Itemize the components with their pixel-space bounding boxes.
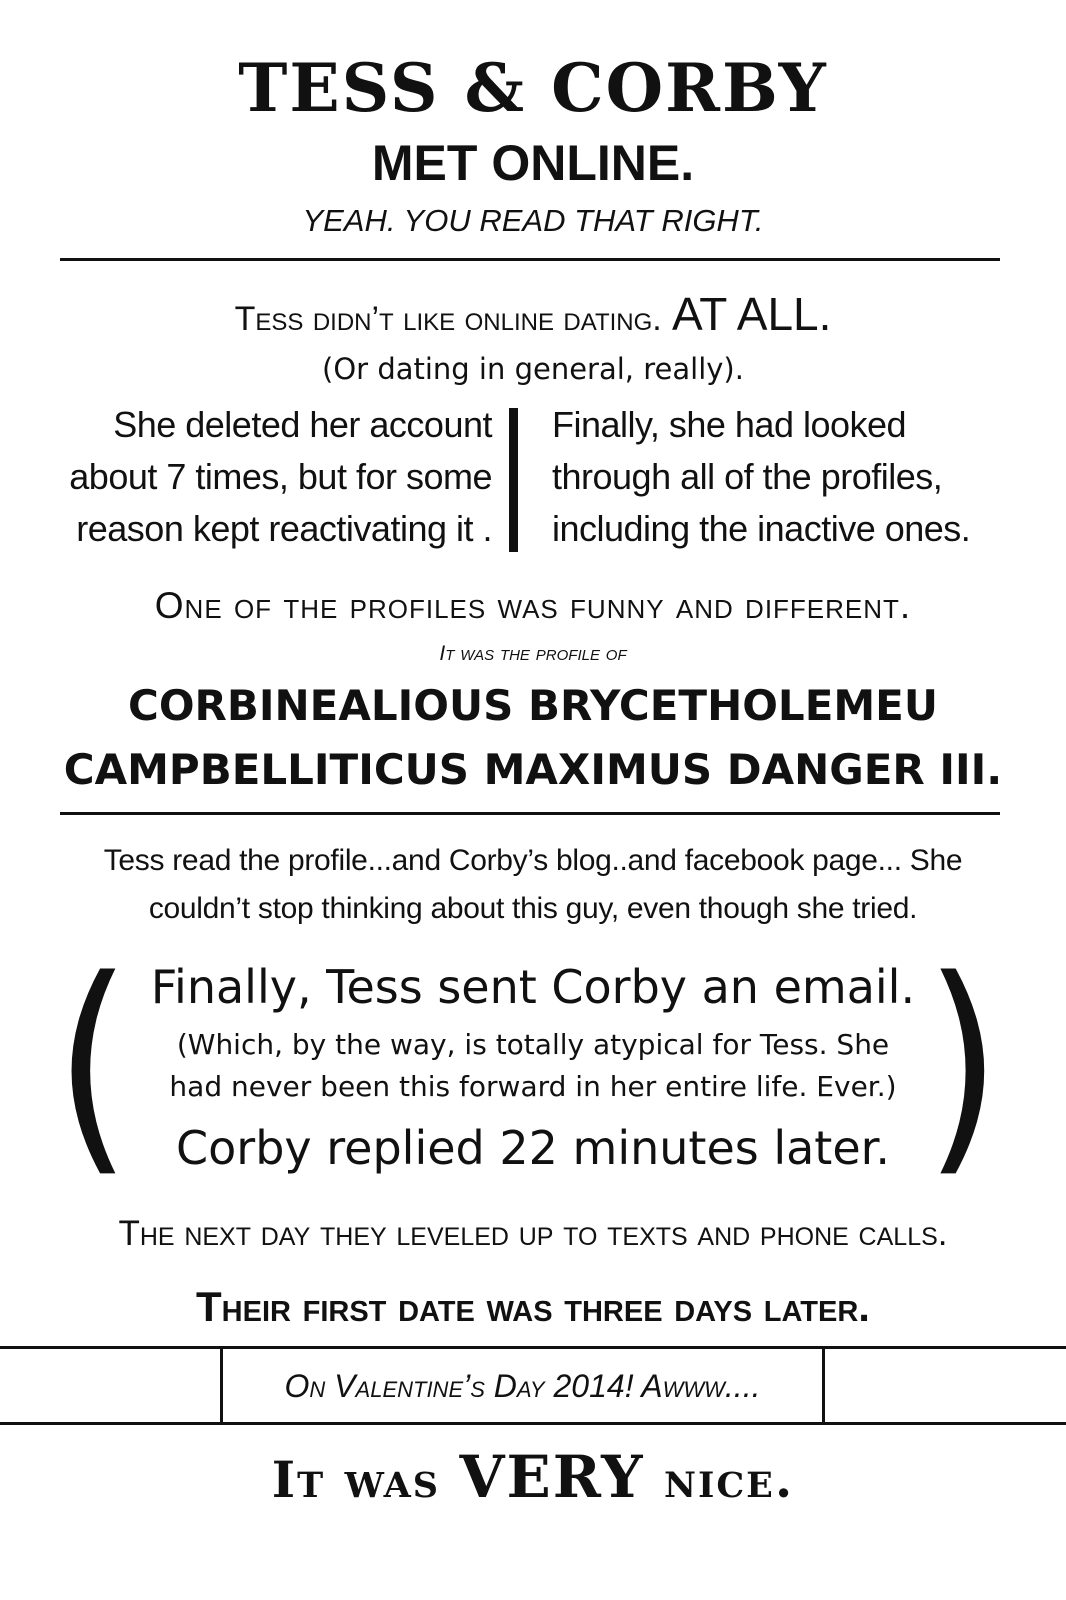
profile-name-line-1: CORBINEALIOUS BRYCETHOLEMEU (128, 681, 938, 730)
open-parenthesis: ( (54, 931, 132, 1198)
right-column (552, 399, 1052, 555)
page-tagline: YEAH. YOU READ THAT RIGHT. (302, 203, 764, 238)
blog-text-line-1: Tess read the profile...and Corby’s blog..and facebook page... She (103, 844, 963, 877)
dating-parenthetical: (Or dating in general, really). (322, 352, 744, 386)
closing-line (0, 1445, 1066, 1512)
right-column-line: through all of the profiles, (552, 456, 943, 497)
column-divider (509, 408, 518, 552)
left-column-line: reason kept reactivating it . (76, 508, 492, 549)
dating-headline-emphasis: AT ALL. (672, 288, 832, 340)
closing-prefix: It was (271, 1450, 441, 1509)
left-column-line: She deleted her account (113, 404, 492, 445)
profile-lead: It was the profile of (439, 642, 627, 665)
profiles-intro: One of the profiles was funny and different. (154, 585, 912, 626)
email-headline: Finally, Tess sent Corby an email. (150, 960, 916, 1014)
next-day-text: The next day they leveled up to texts and phone calls. (118, 1214, 948, 1253)
dating-headline-text: Tess didn’t like online dating. (234, 300, 662, 338)
box-right-rule (822, 1346, 825, 1425)
first-date-text: Their first date was three days later. (196, 1283, 870, 1330)
email-aside-line-2: had never been this forward in her entire life. Ever.) (169, 1070, 897, 1103)
left-column (20, 399, 492, 555)
right-column-line: Finally, she had looked (552, 404, 907, 445)
valentine-text: On Valentine’s Day 2014! Awww.... (284, 1368, 761, 1404)
left-column-line: about 7 times, but for some (69, 456, 492, 497)
closing-suffix: nice. (663, 1450, 795, 1509)
page-subtitle: MET ONLINE. (371, 135, 695, 191)
reply-headline: Corby replied 22 minutes later. (176, 1121, 890, 1175)
right-column-line: including the inactive ones. (552, 508, 971, 549)
box-bottom-rule (0, 1422, 1066, 1425)
dating-headline (0, 286, 1066, 347)
divider-rule (60, 812, 1000, 815)
profile-name-line-2: CAMPBELLITICUS MAXIMUS DANGER III. (63, 745, 1003, 794)
box-top-rule (0, 1346, 1066, 1349)
divider-rule (60, 258, 1000, 261)
page-title: TESS & CORBY (238, 49, 828, 127)
close-parenthesis: ) (924, 931, 1002, 1198)
email-aside-line-1: (Which, by the way, is totally atypical for Tess. She (176, 1028, 890, 1061)
blog-text-line-2: couldn’t stop thinking about this guy, even though she tried. (148, 892, 918, 925)
closing-emphasis: VERY (459, 1443, 645, 1511)
